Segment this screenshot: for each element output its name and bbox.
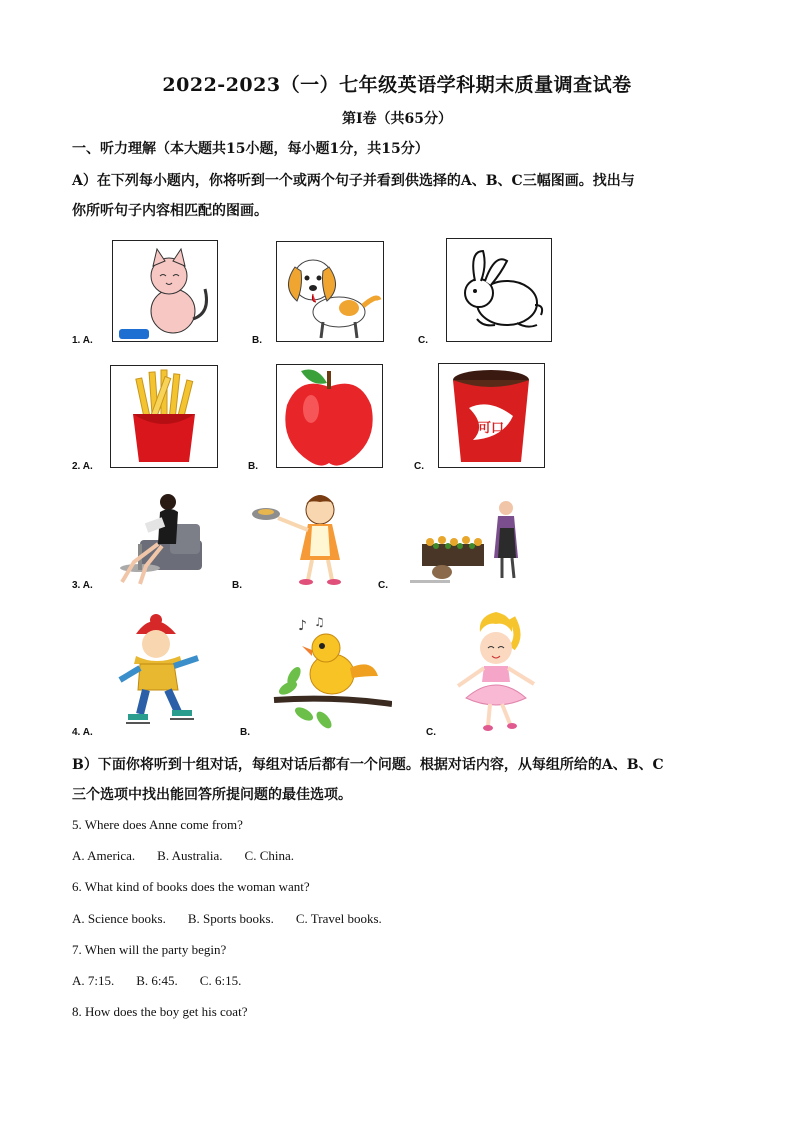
question-7: 7. When will the party begin? [72, 942, 227, 957]
q1-label-b: B. [252, 335, 262, 346]
dog-icon [276, 241, 384, 342]
cola-cup-icon [438, 363, 545, 468]
french-fries-icon [110, 365, 218, 468]
question-8: 8. How does the boy get his coat? [72, 1004, 248, 1019]
apple-icon [276, 364, 383, 468]
question-5: 5. Where does Anne come from? [72, 817, 243, 832]
question-6: 6. What kind of books does the woman want? [72, 879, 310, 894]
section-heading: 一、听力理解（本大题共15小题，每小题1分，共15分） [72, 141, 429, 157]
part-a-instruction-line2: 你所听句子内容相匹配的图画。 [72, 203, 268, 219]
bird-singing-icon [268, 616, 392, 734]
option-a[interactable]: A. America. [72, 848, 136, 863]
option-a[interactable]: A. Science books. [72, 911, 166, 926]
svg-text:可口: 可口 [477, 421, 505, 436]
question-5-options [72, 847, 316, 865]
option-a[interactable]: A. 7:15. [72, 973, 115, 988]
woman-reading-icon [110, 490, 206, 588]
q4-label-c: C. [426, 727, 436, 738]
cat-icon [112, 240, 218, 342]
option-c[interactable]: C. 6:15. [199, 973, 242, 988]
part-b-instruction-line2: 三个选项中找出能回答所提问题的最佳选项。 [72, 787, 352, 803]
option-c[interactable]: C. Travel books. [295, 911, 382, 926]
svg-text:♫: ♫ [314, 616, 325, 629]
question-7-options [72, 972, 263, 990]
option-c[interactable]: C. China. [244, 848, 295, 863]
part-subtitle: 第Ⅰ卷（共65分） [341, 111, 453, 127]
option-b[interactable]: B. Australia. [157, 848, 223, 863]
q1-label-c: C. [418, 335, 428, 346]
girl-cooking-icon [250, 490, 350, 588]
q3-label-c: C. [378, 580, 388, 591]
q2-label-c: C. [414, 461, 424, 472]
q3-label-b: B. [232, 580, 242, 591]
svg-text:♪: ♪ [298, 618, 307, 634]
option-b[interactable]: B. 6:45. [136, 973, 178, 988]
q4-label-a: 4. A. [72, 727, 93, 738]
q2-label-a: 2. A. [72, 461, 93, 472]
woman-gardening-icon [410, 498, 524, 586]
q4-label-b: B. [240, 727, 250, 738]
ballerina-icon [450, 608, 542, 734]
q2-label-b: B. [248, 461, 258, 472]
rabbit-icon [446, 238, 552, 342]
q1-label-a: 1. A. [72, 335, 93, 346]
q3-label-a: 3. A. [72, 580, 93, 591]
option-b[interactable]: B. Sports books. [187, 911, 274, 926]
part-a-instruction-line1: A）在下列每小题内，你将听到一个或两个句子并看到供选择的A、B、C三幅图画。找出与 [72, 173, 635, 189]
girl-skating-icon [112, 610, 204, 728]
question-6-options [72, 910, 404, 928]
page-title: 2022-2023（一）七年级英语学科期末质量调查试卷 [162, 74, 632, 96]
part-b-instruction-line1: B）下面你将听到十组对话，每组对话后都有一个问题。根据对话内容，从每组所给的A、B、C [72, 757, 664, 773]
